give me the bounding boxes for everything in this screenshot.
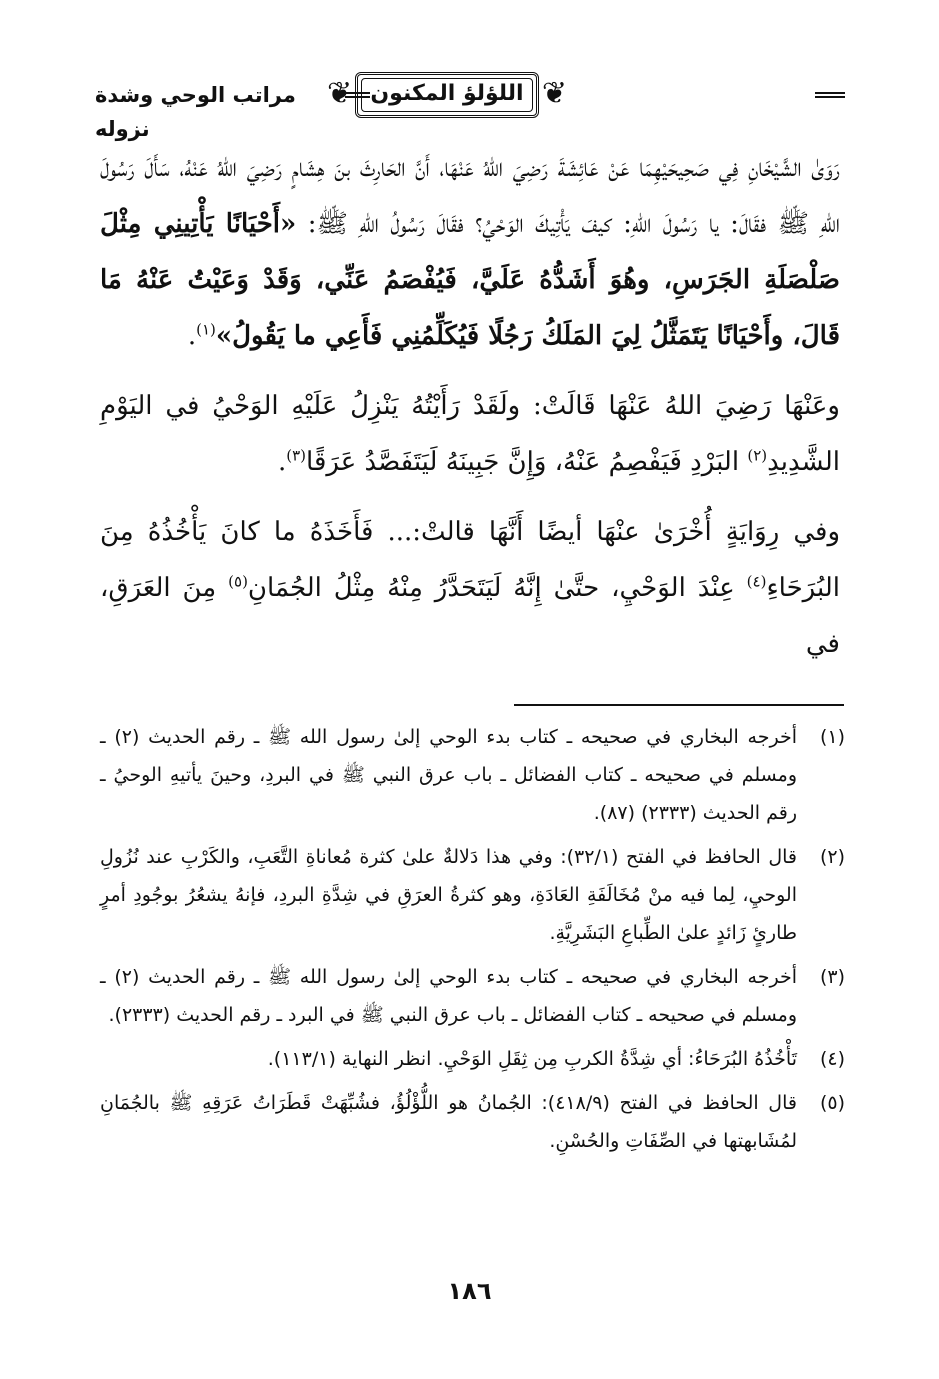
page-number: ١٨٦ [447,1277,492,1305]
footnote-1 [100,718,845,832]
paragraph-2-text-a: وعَنْهَا رَضِيَ اللهُ عَنْهَا قَالَتْ: ولَقَدْ رَأَيْتُهُ يَنْزِلُ عَلَيْهِ الوَحْيُ في اليَوْمِ الشَّدِيدِ [100,391,840,477]
footnotes [100,718,845,1166]
footnote-number: (٢) [819,846,845,868]
footnote-number: (١) [819,726,845,748]
paragraph-1-end: . [187,321,197,351]
header-rule-right [815,92,845,98]
paragraph-3-text-c: مِنَ العَرَقِ، في [100,573,840,659]
footnote-text: أخرجه البخاري في صحيحه ـ كتاب بدء الوحي إلىٰ رسول الله ﷺ ـ رقم الحديث (٢) ـ ومسلم في صحيحه ـ كتاب الفضائل ـ باب عرق النبي ﷺ في البرد ـ رقم الحديث (٢٣٣٣). [100,966,797,1026]
footnote-ref-4: (٤) [746,572,767,591]
footnote-text: أخرجه البخاري في صحيحه ـ كتاب بدء الوحي إلىٰ رسول الله ﷺ ـ رقم الحديث (٢) ـ ومسلم في صحيحه ـ كتاب الفضائل ـ باب عرق النبي ﷺ في البردِ، وحينَ يأتيهِ الوحيُ ـ رقم الحديث (٢٣٣٣) (٨٧). [100,726,797,824]
footnote-4 [100,1040,845,1078]
paragraph-2-end: . [277,447,287,477]
page-header [95,58,845,141]
footnote-number: (٤) [819,1048,845,1070]
footnote-5 [100,1084,845,1160]
footnote-number: (٣) [819,966,845,988]
main-text [100,140,840,672]
footnote-2 [100,838,845,952]
footnote-ref-2: (٢) [747,446,768,465]
footnote-text: قال الحافظ في الفتح (٣٢/١): وفي هذا دَلالةٌ علىٰ كثرة مُعاناةِ التَّعَبِ، والكَرْبِ عند نُزُولِ الوحيِ، لِما فيه منْ مُخَالَفَةِ العَادَةِ، وهو كثرةُ العرَقِ في شِدَّةِ البردِ، فإنهُ يشعُرُ بوجُودِ أمرٍ طارئٍ زَائدٍ علىٰ الطِّباعِ البَشَرِيَّةِ. [100,846,797,944]
hadith-quote: «أَحْيَانًا يَأْتِينِي مِثْلَ صَلْصَلَةِ الجَرَسِ، وهُوَ أَشَدُّهُ عَلَيَّ، فَيُفْصَمُ عَنِّي، وَقَدْ وَعَيْتُ عَنْهُ مَا قَالَ، وأَحْيَانًا يَتَمَثَّلُ لِيَ المَلَكُ رَجُلًا فَيُكَلِّمُنِي فَأَعِي ما يَقُولُ» [100,209,840,351]
paragraph-3-text-b: عِنْدَ الوَحْيِ، حتَّىٰ إِنَّهُ لَيَتَحَدَّرُ مِنْهُ مِثْلُ الجُمَانِ [247,573,747,603]
footnote-ref-1: (١) [196,320,216,339]
footnote-text: تَأْخُذُهُ البُرَحَاءُ: أي شِدَّةُ الكربِ مِن ثِقَلِ الوَحْيِ. انظر النهاية (١١٣/١). [267,1048,797,1070]
paragraph-3 [100,504,840,672]
paragraph-1 [100,140,840,364]
footnote-text: قال الحافظ في الفتح (٤١٨/٩): الجُمانُ هو اللُّؤْلُؤُ، فشُبِّهَتْ قَطَرَاتُ عَرَقِهِ ﷺ بالجُمَانِ لمُشَابهتها في الصِّفَاتِ والحُسْنِ. [100,1092,797,1152]
footnote-separator [514,704,844,706]
header-rule-middle [345,92,370,98]
paragraph-2 [100,378,840,490]
footnote-3 [100,958,845,1034]
footnote-ref-3: (٣) [286,446,307,465]
footnote-ref-5: (٥) [228,572,248,591]
chapter-title: مراتب الوحي وشدة نزوله [95,83,296,141]
paragraph-1-text: رَوَىٰ الشَّيْخَانِ فِي صَحِيحَيْهِمَا عَنْ عَائِشَةَ رَضِيَ اللهُ عَنْهَا، أَنَّ الحَارِثَ بنَ هِشَامٍ رَضِيَ اللهُ عَنْهُ، سَأَلَ رَسُولَ اللهِ ﷺ فقَالَ: يا رَسُولَ اللهِ: كيفَ يَأْتِيكَ الوَحْيُ؟ فقَالَ رَسُولُ اللهِ ﷺ: [100,153,840,239]
flourish-right-icon: ❦ [541,76,567,111]
paragraph-2-text-b: البَرْدِ فَيَفْصِمُ عَنْهُ، وَإِنَّ جَبِينَهُ لَيَتَفَصَّدُ عَرَقًا [306,447,748,477]
book-title: اللؤلؤ المكنون [370,81,524,106]
flourish-left-icon: ❦ [327,76,353,111]
footnote-number: (٥) [819,1092,845,1114]
paragraph-3-text-a: وفي رِوَايَةٍ أُخْرَىٰ عنْهَا أيضًا أَنَّهَا قالتْ:... فَأَخَذَهُ ما كانَ يَأْخُذُهُ مِنَ البُرَحَاءِ [100,517,840,603]
